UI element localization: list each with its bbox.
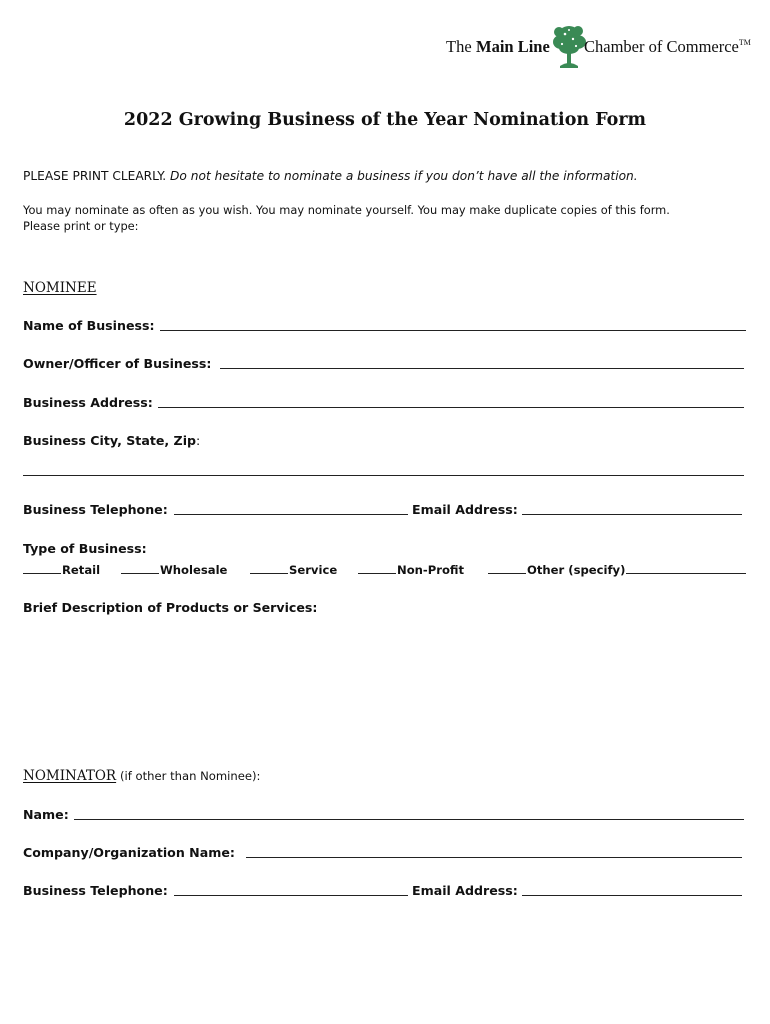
other-check-line[interactable] — [488, 563, 526, 574]
type-option-retail[interactable]: Retail — [23, 563, 100, 577]
name-of-business-field[interactable] — [160, 330, 746, 331]
name-of-business-label: Name of Business: — [23, 318, 155, 333]
nominator-telephone-field[interactable] — [174, 895, 408, 896]
hesitate-text: Do not hesitate to nominate a business if you don’t have all the information. — [170, 169, 638, 183]
nominee-heading: NOMINEE — [23, 280, 97, 296]
company-organization-label: Company/Organization Name: — [23, 845, 235, 860]
nominator-name-label: Name: — [23, 807, 69, 822]
logo-text-the: The — [446, 37, 472, 56]
other-specify-field[interactable] — [626, 563, 746, 574]
instructions-line — [23, 169, 638, 183]
retail-check-line[interactable] — [23, 563, 61, 574]
business-address-field[interactable] — [158, 407, 744, 408]
nominator-name-field[interactable] — [74, 819, 744, 820]
description-label: Brief Description of Products or Services: — [23, 600, 318, 615]
type-of-business-label: Type of Business: — [23, 541, 147, 556]
print-or-type-text: Please print or type: — [23, 219, 139, 233]
nominate-often-text: You may nominate as often as you wish. You may nominate yourself. You may make duplicate copies of this form. — [23, 203, 670, 217]
description-area[interactable] — [23, 622, 743, 752]
city-state-zip-field[interactable] — [23, 475, 744, 476]
non-profit-check-line[interactable] — [358, 563, 396, 574]
print-clearly-text: PLEASE PRINT CLEARLY. — [23, 169, 167, 183]
business-address-label: Business Address: — [23, 395, 153, 410]
type-option-wholesale[interactable]: Wholesale — [121, 563, 227, 577]
email-address-field[interactable] — [522, 514, 742, 515]
logo-text-main-line: Main Line — [476, 37, 550, 56]
company-organization-field[interactable] — [246, 857, 742, 858]
business-telephone-label: Business Telephone: — [23, 502, 168, 517]
nominator-heading: NOMINATOR — [23, 768, 117, 784]
email-address-label: Email Address: — [412, 502, 518, 517]
business-telephone-field[interactable] — [174, 514, 408, 515]
wholesale-check-line[interactable] — [121, 563, 159, 574]
service-check-line[interactable] — [250, 563, 288, 574]
nominator-email-label: Email Address: — [412, 883, 518, 898]
nominator-telephone-label: Business Telephone: — [23, 883, 168, 898]
nominator-email-field[interactable] — [522, 895, 742, 896]
logo-text-chamber: Chamber of Commerce™ — [584, 37, 751, 56]
form-title: 2022 Growing Business of the Year Nomination Form — [123, 110, 647, 130]
city-state-zip-label: Business City, State, Zip: — [23, 433, 201, 448]
trademark-mark: TM — [738, 38, 751, 47]
nominator-note: (if other than Nominee): — [119, 769, 261, 783]
type-option-non-profit[interactable]: Non-Profit — [358, 563, 464, 577]
nominator-heading-row — [23, 768, 260, 784]
tree-icon — [550, 22, 588, 70]
type-of-business-options — [23, 563, 748, 579]
chamber-logo — [446, 22, 756, 70]
owner-officer-field[interactable] — [220, 368, 744, 369]
type-option-other[interactable]: Other (specify) — [488, 563, 746, 577]
owner-officer-label: Owner/Officer of Business: — [23, 356, 212, 371]
type-option-service[interactable]: Service — [250, 563, 337, 577]
